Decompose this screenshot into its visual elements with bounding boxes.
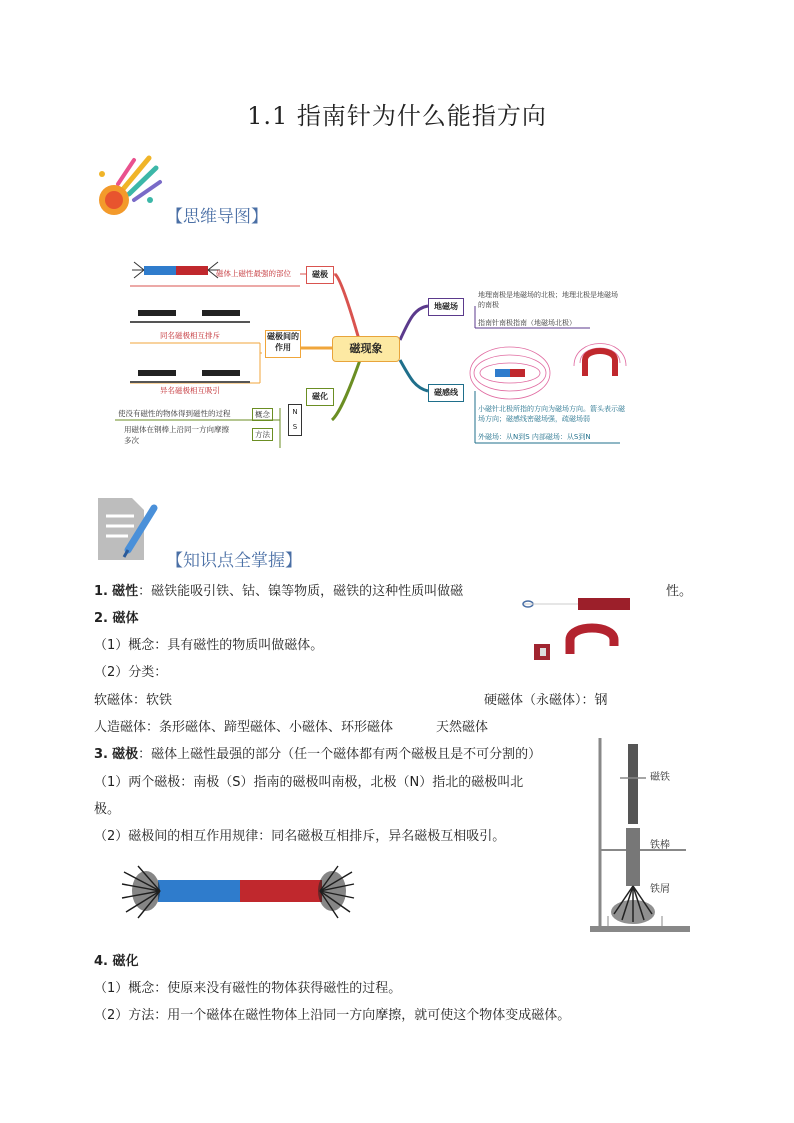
p2-classification: （2）分类： (94, 665, 168, 680)
p2-concept: （1）概念：具有磁性的物质叫做磁体。 (94, 638, 324, 653)
node-field-lines: 磁感线 (428, 384, 464, 402)
pole-desc: 磁体上磁性最强的部位 (216, 269, 291, 278)
method-text: 用磁体在钢棒上沿同一方向摩擦多次 (124, 425, 229, 445)
paragraph-magnetism (94, 583, 463, 601)
p2-natural: 天然磁体 (436, 720, 489, 735)
field-text-2: 外磁场：从N到S 内部磁场：从S到N (478, 433, 591, 441)
stand-rod-label: 铁棒 (650, 840, 670, 851)
magnet-s-label: S (292, 423, 298, 431)
page-title: 1.1 指南针为什么能指方向 (247, 102, 547, 130)
field-text-1: 小磁针北极所指的方向为磁场方向。箭头表示磁场方向；磁感线密磁场强，疏磁场弱 (478, 405, 625, 423)
geo-text-2: 指南针南极指南（地磁场北极） (478, 319, 576, 327)
same-repel: 同名磁极相互排斥 (160, 331, 220, 340)
mindmap-heading: 【思维导图】 (166, 207, 268, 227)
node-magnetization: 磁化 (306, 388, 334, 406)
geo-text-1: 地理南极是地磁场的北极；地理北极是地磁场的南极 (478, 291, 618, 309)
opposite-attract: 异名磁极相互吸引 (160, 386, 220, 395)
center-node-label: 磁现象 (349, 342, 383, 355)
stand-filings-label: 铁屑 (650, 884, 670, 895)
magnets-image (522, 596, 632, 668)
p1-text: ：磁铁能吸引铁、钴、镍等物质，磁铁的这种性质叫做磁 (138, 584, 464, 599)
bar-magnet-filings-image (120, 862, 356, 922)
concept-text: 使没有磁性的物体得到磁性的过程 (118, 409, 231, 418)
center-node (332, 336, 400, 362)
stand-magnet-label: 磁铁 (650, 772, 670, 783)
p2-artificial: 人造磁体：条形磁体、蹄型磁体、小磁体、环形磁体 (94, 720, 394, 735)
p3-two-poles-cont: 极。 (94, 802, 121, 817)
p4-concept: （1）概念：使原来没有磁性的物体获得磁性的过程。 (94, 981, 402, 996)
concept-label: 概念 (252, 408, 273, 421)
p3-two-poles: （1）两个磁极：南极（S）指南的磁极叫南极，北极（N）指北的磁极叫北 (94, 775, 524, 790)
p3-interaction: （2）磁极间的相互作用规律：同名磁极互相排斥，异名磁极互相吸引。 (94, 829, 506, 844)
p1-number: 1. (94, 584, 108, 599)
node-pole-interaction: 磁极间的作用 (265, 330, 301, 358)
method-label: 方法 (252, 428, 273, 441)
document-pen-icon (94, 494, 164, 564)
magnet-n-label: N (292, 408, 298, 416)
p2-hard: 硬磁体（永磁体）：钢 (484, 693, 608, 708)
p4-heading: 4. 磁化 (94, 954, 139, 969)
paragraph-pole (94, 746, 541, 764)
p3-text: ：磁体上磁性最强的部分（任一个磁体都有两个磁极且是不可分割的） (138, 747, 542, 762)
p1-term: 磁性 (112, 584, 139, 599)
p1-tail: 性。 (666, 584, 693, 599)
node-magnetic-pole: 磁极 (306, 266, 334, 284)
p2-heading: 2. 磁体 (94, 611, 139, 626)
bar-magnet-icon (288, 404, 302, 436)
p3-number: 3. (94, 747, 108, 762)
comet-icon (94, 150, 164, 220)
p3-term: 磁极 (112, 747, 139, 762)
mind-map (110, 248, 630, 453)
p2-soft: 软磁体：软铁 (94, 693, 173, 708)
iron-stand-figure (586, 736, 694, 936)
p4-method: （2）方法：用一个磁体在磁性物体上沿同一方向摩擦，就可使这个物体变成磁体。 (94, 1008, 571, 1023)
node-geomagnetic: 地磁场 (428, 298, 464, 316)
knowledge-heading: 【知识点全掌握】 (166, 551, 302, 571)
